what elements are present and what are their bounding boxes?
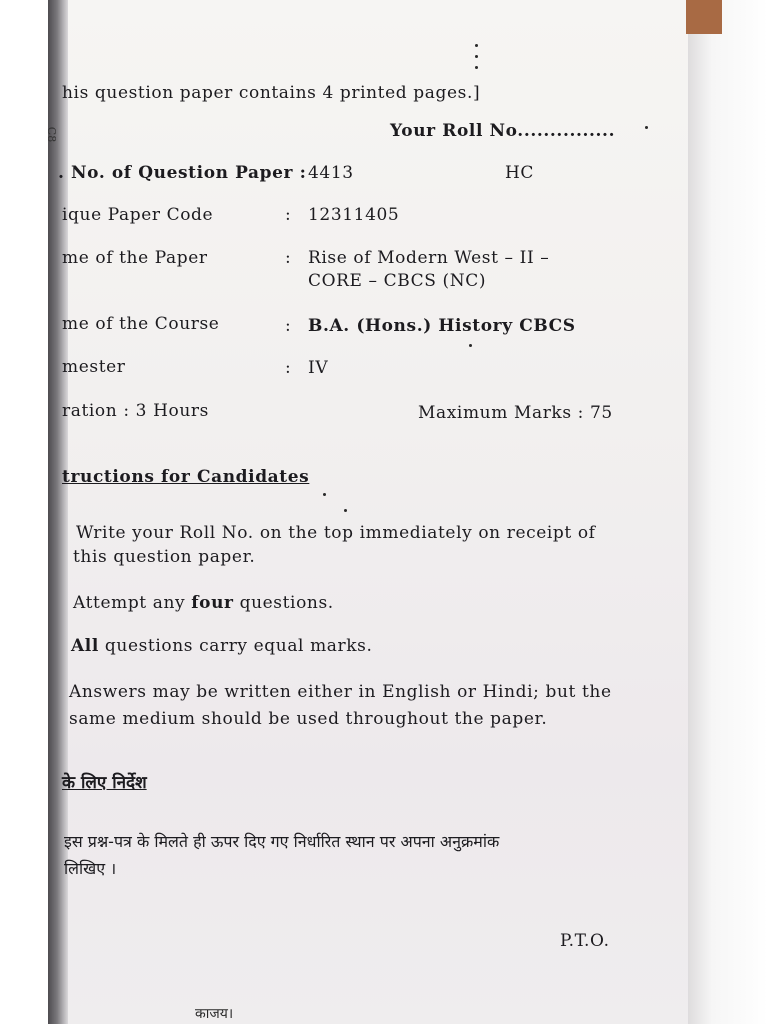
corner-tab <box>686 0 722 34</box>
pto-label: P.T.O. <box>560 931 610 951</box>
speck <box>475 55 478 58</box>
course-sep: : <box>285 316 292 336</box>
course-label: me of the Course <box>62 314 220 334</box>
hindi-instruction-line2: लिखिए । <box>64 859 117 878</box>
speck <box>469 344 472 347</box>
instruction-1-line2: this question paper. <box>73 547 256 567</box>
bottom-scrap-text: काजय। <box>195 1006 234 1022</box>
hindi-instructions-heading: के लिए निर्देश <box>62 773 147 793</box>
paper-name-sep: : <box>285 248 292 268</box>
serial-no-label: . No. of Question Paper : <box>58 163 307 183</box>
serial-no-value: 4413 <box>308 163 354 183</box>
unique-paper-code-value: 12311405 <box>308 205 400 225</box>
course-value: B.A. (Hons.) History CBCS <box>308 316 576 336</box>
instruction-4-line1: Answers may be written either in English or Hindi; but the <box>69 682 612 702</box>
instruction-2 <box>73 592 334 614</box>
instruction-3 <box>71 635 373 657</box>
hindi-instruction-line1: इस प्रश्न-पत्र के मिलते ही ऊपर दिए गए निर्धारित स्थान पर अपना अनुक्रमांक <box>64 832 500 851</box>
unique-paper-code-label: ique Paper Code <box>62 205 214 225</box>
semester-label: mester <box>62 357 126 377</box>
question-paper-page <box>68 0 688 1024</box>
speck <box>475 44 478 47</box>
instruction-2-suffix: questions. <box>233 593 334 613</box>
speck <box>475 66 478 69</box>
margin-mark: C8 <box>45 126 59 143</box>
speck <box>645 126 648 129</box>
semester-sep: : <box>285 358 292 378</box>
speck <box>323 493 326 496</box>
instruction-3-rest: questions carry equal marks. <box>98 636 373 656</box>
unique-paper-code-sep: : <box>285 205 292 225</box>
instruction-2-emphasis: four <box>191 593 234 613</box>
instruction-2-prefix: Attempt any <box>73 593 192 613</box>
serial-code: HC <box>505 163 535 183</box>
roll-no-label: Your Roll No............... <box>390 121 616 141</box>
instruction-4-line2: same medium should be used throughout the paper. <box>69 709 548 729</box>
max-marks-label: Maximum Marks : 75 <box>418 403 613 423</box>
instructions-heading: tructions for Candidates <box>62 467 310 487</box>
paper-name-label: me of the Paper <box>62 248 208 268</box>
binding-left-edge <box>0 0 48 1024</box>
instruction-1-line1: Write your Roll No. on the top immediately on receipt of <box>76 523 596 543</box>
paper-name-line1: Rise of Modern West – II – <box>308 248 550 268</box>
printed-pages-note: his question paper contains 4 printed pages.] <box>62 83 481 103</box>
instruction-3-emphasis: All <box>71 636 99 656</box>
page-right-edge <box>688 0 768 1024</box>
duration-label: ration : 3 Hours <box>62 401 209 421</box>
semester-value: IV <box>308 358 329 378</box>
speck <box>344 509 347 512</box>
paper-name-line2: CORE – CBCS (NC) <box>308 271 487 291</box>
